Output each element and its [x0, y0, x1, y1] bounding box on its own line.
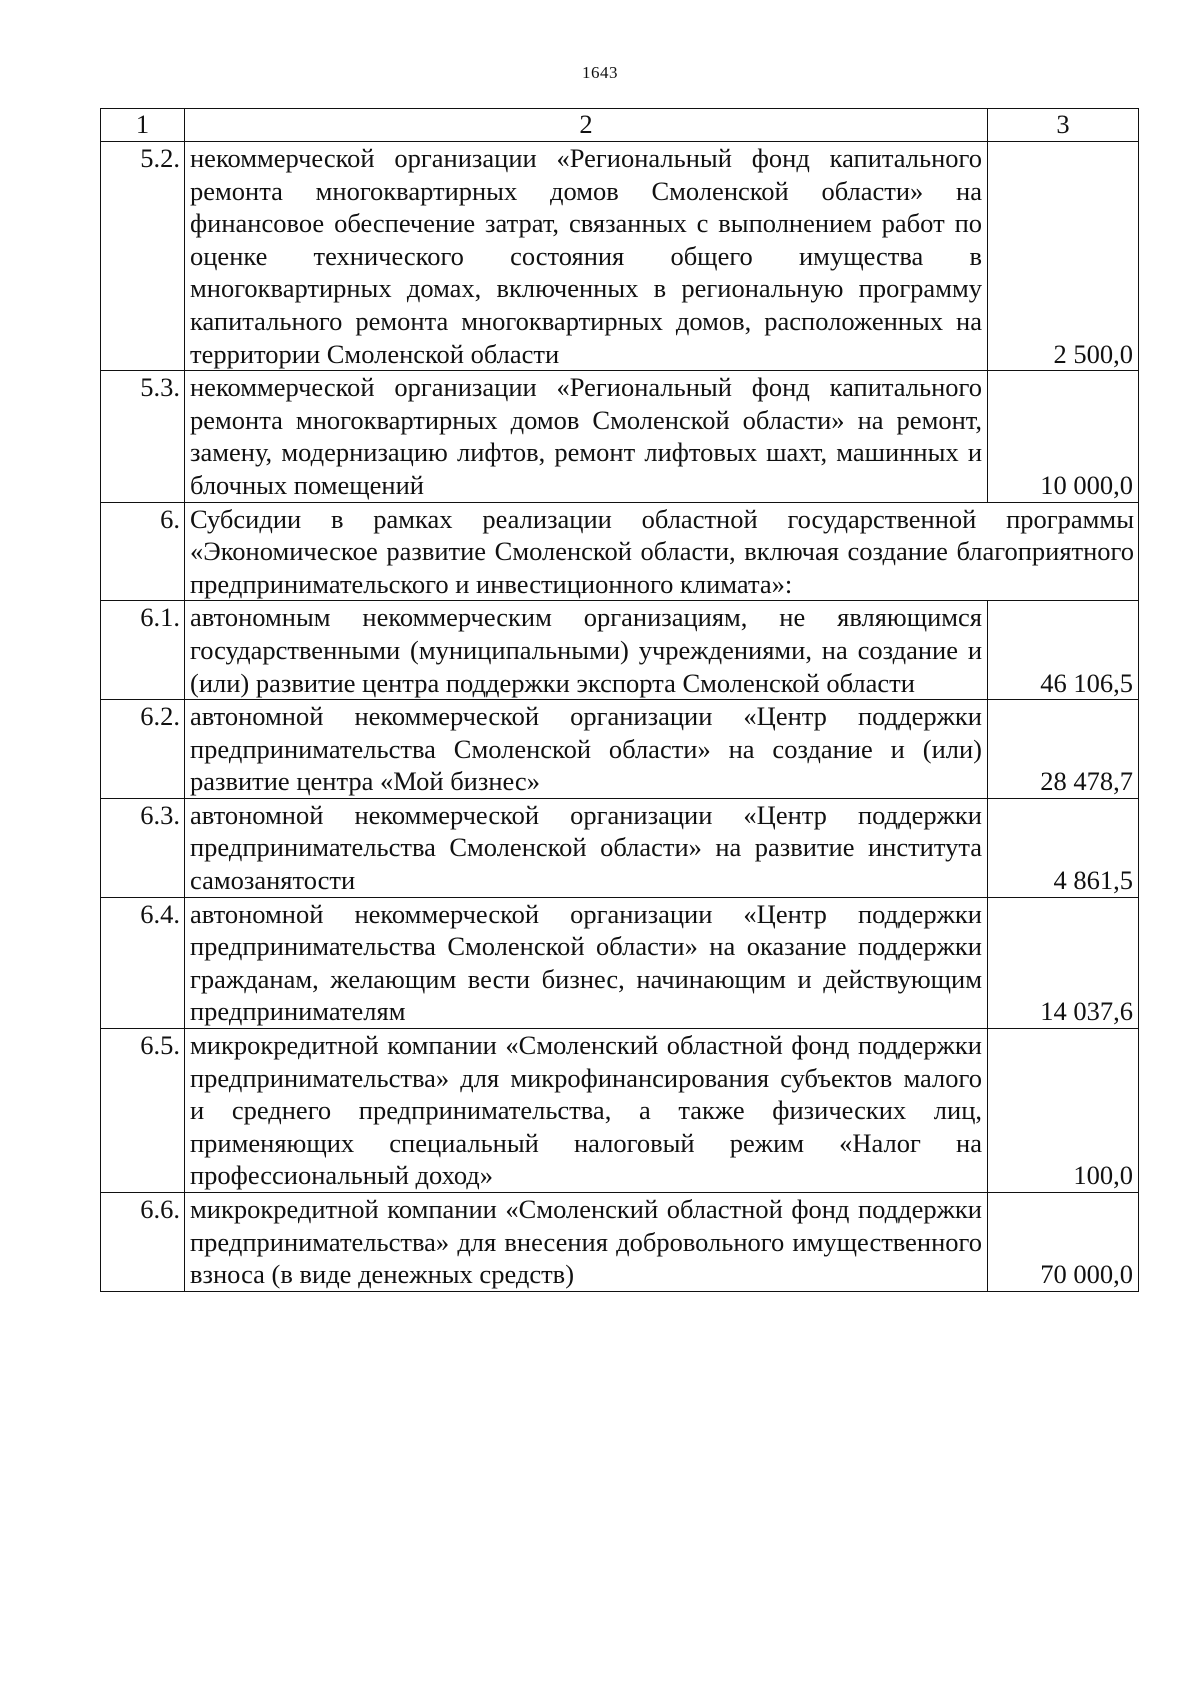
row-description: некоммерческой организации «Региональный фонд капитального ремонта многоквартирных домов Смоленской области» на ремонт, замену, модернизацию лифтов, ремонт лифтовых шахт, машинных и блочных помещений [185, 371, 988, 502]
row-amount: 100,0 [988, 1029, 1139, 1193]
row-description: автономной некоммерческой организации «Центр поддержки предпринимательства Смоленской области» на оказание поддержки гражданам, желающим вести бизнес, начинающим и действующим предпринимателям [185, 897, 988, 1028]
row-description: автономной некоммерческой организации «Центр поддержки предпринимательства Смоленской области» на развитие института самозанятости [185, 798, 988, 897]
row-description: микрокредитной компании «Смоленский областной фонд поддержки предпринимательства» для внесения добровольного имущественного взноса (в виде денежных средств) [185, 1193, 988, 1292]
row-number: 6.6. [101, 1193, 185, 1292]
row-amount: 2 500,0 [988, 142, 1139, 371]
row-number: 6. [101, 502, 185, 601]
page-number: 1643 [582, 63, 618, 82]
row-number: 6.3. [101, 798, 185, 897]
row-number: 6.2. [101, 700, 185, 799]
row-number: 6.5. [101, 1029, 185, 1193]
row-number: 6.4. [101, 897, 185, 1028]
row-amount: 14 037,6 [988, 897, 1139, 1028]
table-row-5-2 [101, 142, 1139, 371]
table-row-6-4 [101, 897, 1139, 1028]
row-number: 6.1. [101, 601, 185, 700]
row-amount: 10 000,0 [988, 371, 1139, 502]
row-description: микрокредитной компании «Смоленский областной фонд поддержки предпринимательства» для микрофинансирования субъектов малого и среднего предпринимательства, а также физических лиц, применяющих специальный налоговый режим «Налог на профессиональный доход» [185, 1029, 988, 1193]
row-number: 5.3. [101, 371, 185, 502]
table-row-6-6 [101, 1193, 1139, 1292]
row-amount: 46 106,5 [988, 601, 1139, 700]
table-header-row [101, 109, 1139, 142]
table-row-6-2 [101, 700, 1139, 799]
row-description: некоммерческой организации «Региональный фонд капитального ремонта многоквартирных домов Смоленской области» на финансовое обеспечение затрат, связанных с выполнением работ по оценке технического состояния общего имущества в многоквартирных домах, включенных в региональную программу капитального ремонта многоквартирных домов, расположенных на территории Смоленской области [185, 142, 988, 371]
row-description: автономным некоммерческим организациям, не являющимся государственными (муниципальными) учреждениями, на создание и (или) развитие центра поддержки экспорта Смоленской области [185, 601, 988, 700]
appropriations-table [100, 108, 1139, 1292]
row-amount: 28 478,7 [988, 700, 1139, 799]
table-row-6-3 [101, 798, 1139, 897]
table-row-6-1 [101, 601, 1139, 700]
table-row-5-3 [101, 371, 1139, 502]
row-description: автономной некоммерческой организации «Центр поддержки предпринимательства Смоленской области» на создание и (или) развитие центра «Мой бизнес» [185, 700, 988, 799]
table-row-6 [101, 502, 1139, 601]
row-amount: 4 861,5 [988, 798, 1139, 897]
column-header-2: 2 [185, 109, 988, 142]
row-amount: 70 000,0 [988, 1193, 1139, 1292]
column-header-3: 3 [988, 109, 1139, 142]
column-header-1: 1 [101, 109, 185, 142]
table-row-6-5 [101, 1029, 1139, 1193]
row-description: Субсидии в рамках реализации областной государственной программы «Экономическое развитие Смоленской области, включая создание благоприятного предпринимательского и инвестиционного климата»: [185, 502, 1139, 601]
row-number: 5.2. [101, 142, 185, 371]
